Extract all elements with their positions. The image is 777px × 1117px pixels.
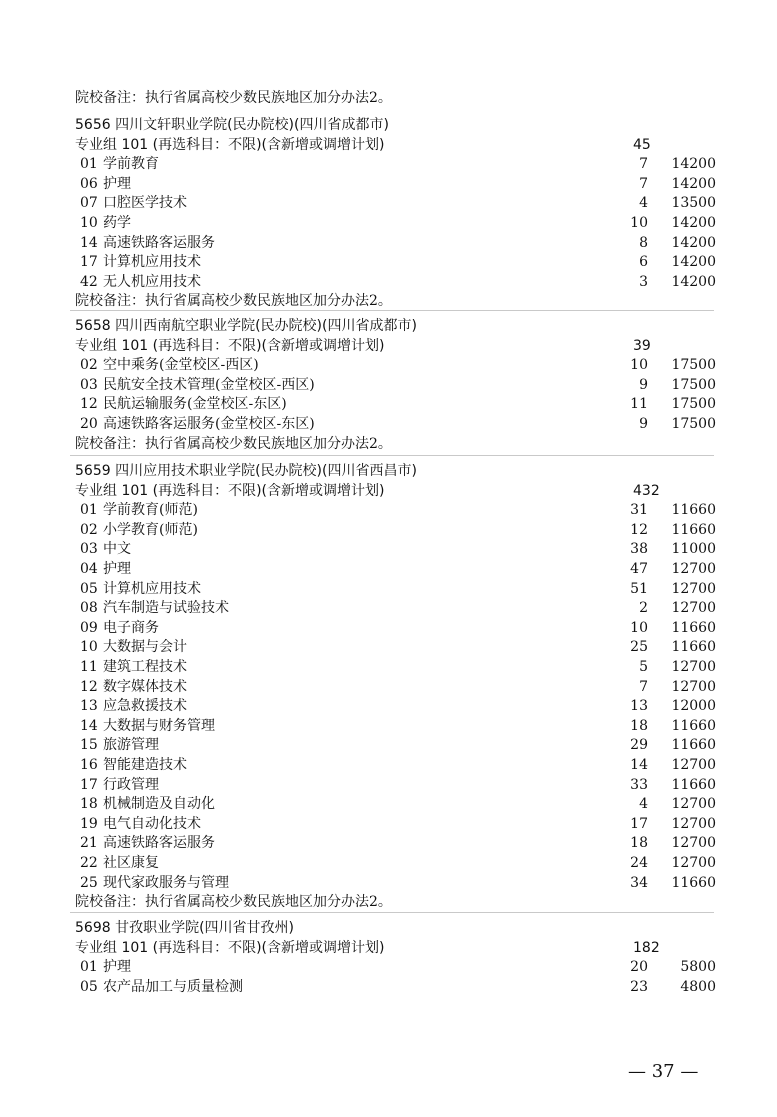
major-fee: 14200 bbox=[671, 156, 716, 173]
major-count: 25 bbox=[630, 639, 648, 656]
major-count: 2 bbox=[639, 600, 648, 617]
major-row bbox=[0, 252, 777, 272]
major-name: 机械制造及自动化 bbox=[103, 796, 215, 813]
major-row bbox=[0, 957, 777, 977]
major-name: 建筑工程技术 bbox=[103, 659, 187, 675]
major-count: 51 bbox=[630, 580, 648, 597]
group-label: 专业组 101 (再选科目：不限)(含新增或调增计划) bbox=[75, 482, 385, 499]
major-name: 汽车制造与试验技术 bbox=[103, 600, 229, 617]
major-count: 8 bbox=[639, 234, 648, 251]
major-count: 33 bbox=[630, 776, 648, 793]
major-code: 04 bbox=[80, 561, 98, 577]
major-name: 中文 bbox=[103, 541, 131, 558]
major-code: 09 bbox=[80, 619, 98, 636]
major-code: 21 bbox=[80, 835, 98, 852]
major-fee: 12700 bbox=[671, 757, 716, 773]
major-count: 23 bbox=[630, 978, 648, 995]
major-code: 01 bbox=[80, 959, 98, 976]
major-row bbox=[0, 735, 777, 755]
major-count: 10 bbox=[630, 215, 648, 231]
major-name: 社区康复 bbox=[103, 855, 159, 871]
major-name: 空中乘务(金堂校区-西区) bbox=[103, 357, 259, 374]
major-name: 药学 bbox=[103, 215, 131, 231]
major-name: 民航安全技术管理(金堂校区-西区) bbox=[103, 376, 315, 393]
major-fee: 12700 bbox=[671, 561, 716, 577]
major-count: 10 bbox=[630, 619, 648, 636]
major-fee: 11660 bbox=[671, 619, 716, 636]
major-name: 现代家政服务与管理 bbox=[103, 874, 229, 891]
major-row bbox=[0, 873, 777, 893]
major-code: 17 bbox=[80, 776, 98, 793]
major-row bbox=[0, 814, 777, 834]
major-code: 06 bbox=[80, 175, 98, 192]
major-row bbox=[0, 716, 777, 736]
major-row bbox=[0, 579, 777, 599]
major-code: 14 bbox=[80, 717, 98, 734]
major-row bbox=[0, 414, 777, 434]
major-row bbox=[0, 500, 777, 520]
major-name: 电子商务 bbox=[103, 619, 159, 636]
major-fee: 14200 bbox=[671, 273, 716, 290]
major-name: 护理 bbox=[103, 561, 131, 577]
major-count: 47 bbox=[630, 561, 648, 577]
major-row bbox=[0, 355, 777, 375]
section-separator bbox=[70, 455, 714, 456]
major-name: 护理 bbox=[103, 175, 131, 192]
major-fee: 12700 bbox=[671, 580, 716, 597]
major-code: 05 bbox=[80, 580, 98, 597]
major-fee: 17500 bbox=[671, 376, 716, 393]
major-code: 20 bbox=[80, 416, 98, 432]
major-code: 01 bbox=[80, 502, 98, 519]
major-row bbox=[0, 520, 777, 540]
major-code: 10 bbox=[80, 215, 98, 231]
major-name: 高速铁路客运服务(金堂校区-东区) bbox=[103, 416, 315, 432]
major-count: 12 bbox=[630, 521, 648, 538]
major-code: 02 bbox=[80, 357, 98, 374]
major-fee: 17500 bbox=[671, 416, 716, 432]
major-fee: 11660 bbox=[671, 737, 716, 754]
major-code: 25 bbox=[80, 874, 98, 891]
major-row bbox=[0, 977, 777, 997]
section-separator bbox=[70, 912, 714, 913]
major-count: 6 bbox=[639, 254, 648, 271]
major-code: 18 bbox=[80, 796, 98, 813]
major-fee: 17500 bbox=[671, 357, 716, 374]
major-row bbox=[0, 193, 777, 213]
major-row bbox=[0, 775, 777, 795]
group-label: 专业组 101 (再选科目：不限)(含新增或调增计划) bbox=[75, 337, 385, 354]
major-count: 11 bbox=[630, 396, 648, 413]
school-header: 5658 四川西南航空职业学院(民办院校)(四川省成都市) bbox=[75, 318, 417, 334]
major-fee: 11660 bbox=[671, 776, 716, 793]
major-name: 护理 bbox=[103, 959, 131, 976]
major-count: 18 bbox=[630, 717, 648, 734]
major-code: 12 bbox=[80, 678, 98, 695]
group-total: 39 bbox=[633, 337, 651, 354]
major-fee: 17500 bbox=[671, 396, 716, 413]
major-fee: 12700 bbox=[671, 855, 716, 871]
major-fee: 11660 bbox=[671, 717, 716, 734]
major-name: 高速铁路客运服务 bbox=[103, 835, 215, 852]
page-number: — 37 — bbox=[628, 1061, 699, 1082]
major-fee: 11660 bbox=[671, 874, 716, 891]
major-fee: 11660 bbox=[671, 521, 716, 538]
school-note: 院校备注：执行省属高校少数民族地区加分办法2。 bbox=[75, 293, 392, 310]
major-count: 38 bbox=[630, 541, 648, 558]
major-count: 34 bbox=[630, 874, 648, 891]
major-code: 10 bbox=[80, 639, 98, 656]
major-code: 13 bbox=[80, 698, 98, 715]
major-fee: 12700 bbox=[671, 815, 716, 832]
major-code: 03 bbox=[80, 541, 98, 558]
major-count: 4 bbox=[639, 195, 648, 212]
major-row bbox=[0, 154, 777, 174]
major-row bbox=[0, 375, 777, 395]
major-fee: 14200 bbox=[671, 215, 716, 231]
school-note: 院校备注：执行省属高校少数民族地区加分办法2。 bbox=[75, 90, 392, 106]
major-count: 7 bbox=[639, 156, 648, 173]
major-fee: 14200 bbox=[671, 175, 716, 192]
major-name: 高速铁路客运服务 bbox=[103, 234, 215, 251]
major-row bbox=[0, 696, 777, 716]
major-fee: 11000 bbox=[671, 541, 716, 558]
major-row bbox=[0, 794, 777, 814]
major-row bbox=[0, 755, 777, 775]
major-count: 3 bbox=[639, 273, 648, 290]
major-code: 17 bbox=[80, 254, 98, 271]
major-code: 03 bbox=[80, 376, 98, 393]
major-code: 22 bbox=[80, 855, 98, 871]
major-count: 13 bbox=[630, 698, 648, 715]
major-row bbox=[0, 637, 777, 657]
major-name: 口腔医学技术 bbox=[103, 195, 187, 212]
group-label: 专业组 101 (再选科目：不限)(含新增或调增计划) bbox=[75, 939, 385, 956]
major-name: 大数据与财务管理 bbox=[103, 717, 215, 734]
major-count: 7 bbox=[639, 175, 648, 192]
major-name: 计算机应用技术 bbox=[103, 254, 201, 271]
major-row bbox=[0, 213, 777, 233]
major-code: 01 bbox=[80, 156, 98, 173]
major-name: 数字媒体技术 bbox=[103, 678, 187, 695]
major-row bbox=[0, 539, 777, 559]
school-note: 院校备注：执行省属高校少数民族地区加分办法2。 bbox=[75, 435, 392, 452]
school-header: 5659 四川应用技术职业学院(民办院校)(四川省西昌市) bbox=[75, 463, 417, 479]
school-note: 院校备注：执行省属高校少数民族地区加分办法2。 bbox=[75, 894, 392, 911]
major-row bbox=[0, 833, 777, 853]
major-name: 行政管理 bbox=[103, 776, 159, 793]
major-name: 民航运输服务(金堂校区-东区) bbox=[103, 396, 287, 413]
major-name: 学前教育 bbox=[103, 156, 159, 173]
major-name: 小学教育(师范) bbox=[103, 521, 198, 538]
group-total: 432 bbox=[633, 482, 660, 499]
major-fee: 4800 bbox=[680, 978, 716, 995]
major-row bbox=[0, 657, 777, 677]
major-fee: 12700 bbox=[671, 835, 716, 852]
major-name: 智能建造技术 bbox=[103, 757, 187, 773]
major-code: 02 bbox=[80, 521, 98, 538]
major-count: 31 bbox=[630, 502, 648, 519]
major-name: 计算机应用技术 bbox=[103, 580, 201, 597]
major-row bbox=[0, 233, 777, 253]
major-code: 11 bbox=[80, 659, 98, 675]
major-count: 9 bbox=[639, 376, 648, 393]
major-name: 大数据与会计 bbox=[103, 639, 187, 656]
major-fee: 11660 bbox=[671, 502, 716, 519]
major-fee: 12700 bbox=[671, 796, 716, 813]
major-row bbox=[0, 174, 777, 194]
major-row bbox=[0, 272, 777, 292]
major-fee: 13500 bbox=[671, 195, 716, 212]
major-fee: 12000 bbox=[671, 698, 716, 715]
major-name: 电气自动化技术 bbox=[103, 815, 201, 832]
major-count: 24 bbox=[630, 855, 648, 871]
major-count: 17 bbox=[630, 815, 648, 832]
major-row bbox=[0, 394, 777, 414]
major-code: 42 bbox=[80, 273, 98, 290]
group-total: 45 bbox=[633, 136, 651, 153]
major-code: 12 bbox=[80, 396, 98, 413]
major-count: 9 bbox=[639, 416, 648, 432]
group-label: 专业组 101 (再选科目：不限)(含新增或调增计划) bbox=[75, 136, 385, 153]
major-code: 08 bbox=[80, 600, 98, 617]
major-code: 19 bbox=[80, 815, 98, 832]
major-fee: 12700 bbox=[671, 600, 716, 617]
major-count: 7 bbox=[639, 678, 648, 695]
major-count: 29 bbox=[630, 737, 648, 754]
major-code: 16 bbox=[80, 757, 98, 773]
major-row bbox=[0, 853, 777, 873]
major-row bbox=[0, 677, 777, 697]
major-fee: 12700 bbox=[671, 678, 716, 695]
major-count: 10 bbox=[630, 357, 648, 374]
major-fee: 14200 bbox=[671, 254, 716, 271]
major-code: 15 bbox=[80, 737, 98, 754]
major-code: 07 bbox=[80, 195, 98, 212]
major-fee: 11660 bbox=[671, 639, 716, 656]
major-fee: 5800 bbox=[680, 959, 716, 976]
major-row bbox=[0, 559, 777, 579]
major-name: 旅游管理 bbox=[103, 737, 159, 754]
major-count: 5 bbox=[639, 659, 648, 675]
school-header: 5698 甘孜职业学院(四川省甘孜州) bbox=[75, 920, 295, 936]
major-row bbox=[0, 618, 777, 638]
section-separator bbox=[70, 310, 714, 311]
major-count: 14 bbox=[630, 757, 648, 773]
major-count: 4 bbox=[639, 796, 648, 813]
major-name: 农产品加工与质量检测 bbox=[103, 978, 243, 995]
major-name: 无人机应用技术 bbox=[103, 273, 201, 290]
major-fee: 12700 bbox=[671, 659, 716, 675]
group-total: 182 bbox=[633, 939, 660, 956]
major-code: 05 bbox=[80, 978, 98, 995]
major-code: 14 bbox=[80, 234, 98, 251]
school-header: 5656 四川文轩职业学院(民办院校)(四川省成都市) bbox=[75, 117, 389, 133]
major-fee: 14200 bbox=[671, 234, 716, 251]
major-row bbox=[0, 598, 777, 618]
major-name: 应急救援技术 bbox=[103, 698, 187, 715]
major-name: 学前教育(师范) bbox=[103, 502, 198, 519]
major-count: 20 bbox=[630, 959, 648, 976]
major-count: 18 bbox=[630, 835, 648, 852]
